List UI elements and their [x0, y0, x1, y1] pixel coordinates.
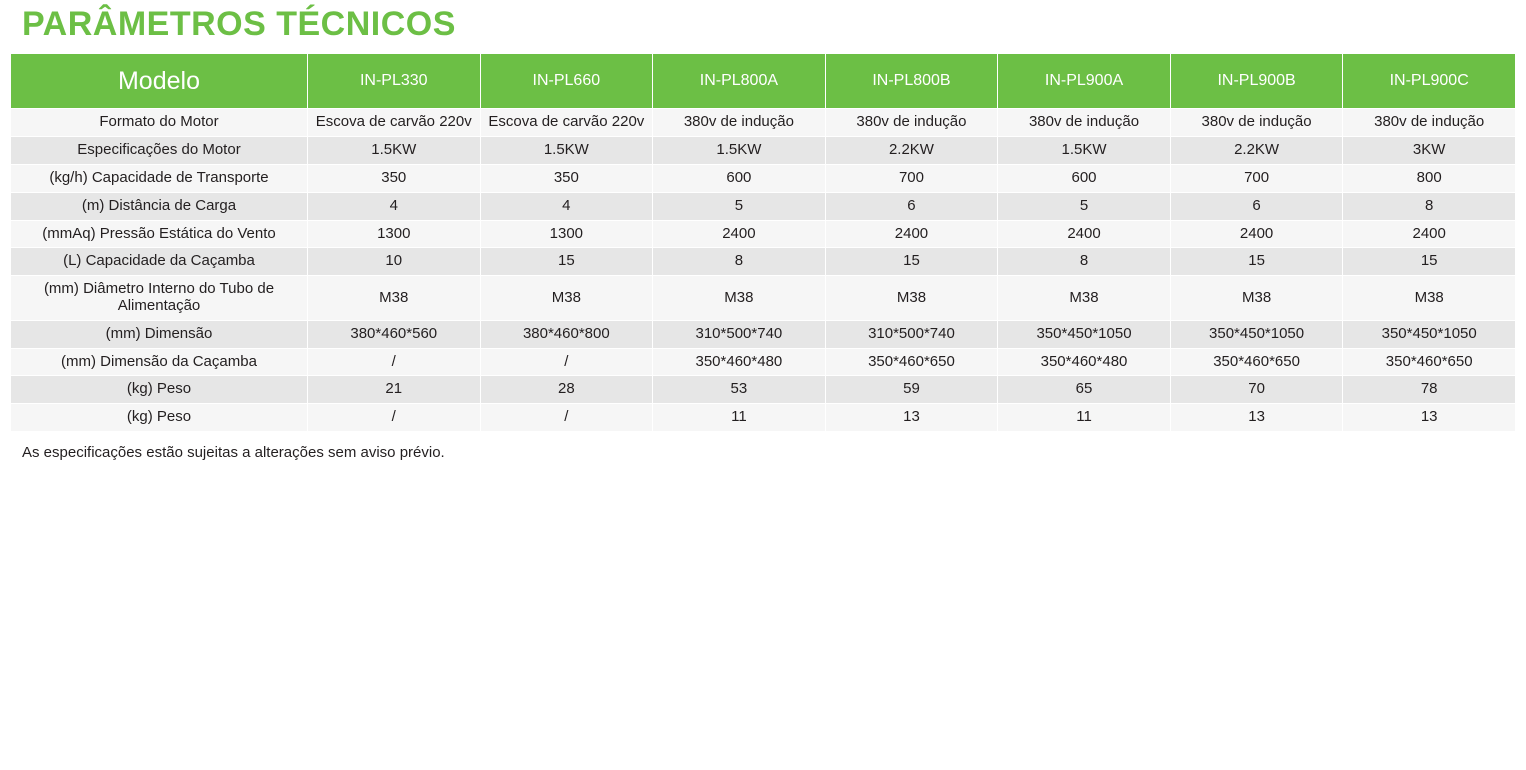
row-value: 1300: [480, 220, 653, 248]
row-value: Escova de carvão 220v: [480, 109, 653, 137]
spec-sheet-page: [0, 6, 1526, 770]
row-value: 4: [307, 192, 480, 220]
row-value: 350*460*650: [825, 348, 998, 376]
row-value: /: [307, 404, 480, 432]
row-value: M38: [653, 276, 826, 321]
row-value: 350*450*1050: [1343, 320, 1516, 348]
row-value: 380*460*560: [307, 320, 480, 348]
table-row: [11, 137, 1516, 165]
table-row: [11, 320, 1516, 348]
disclaimer-note: As especificações estão sujeitas a alterações sem aviso prévio.: [22, 443, 445, 461]
row-value: M38: [825, 276, 998, 321]
row-value: 53: [653, 376, 826, 404]
row-label: (kg) Peso: [11, 376, 308, 404]
row-value: M38: [307, 276, 480, 321]
header-cell-model-6: IN-PL900B: [1170, 54, 1343, 109]
row-value: 6: [1170, 192, 1343, 220]
row-value: 1.5KW: [998, 137, 1171, 165]
row-label: (kg/h) Capacidade de Transporte: [11, 164, 308, 192]
row-value: M38: [1343, 276, 1516, 321]
header-cell-model-4: IN-PL800B: [825, 54, 998, 109]
row-value: 5: [998, 192, 1171, 220]
row-label: (kg) Peso: [11, 404, 308, 432]
row-value: 2400: [1343, 220, 1516, 248]
row-label: Especificações do Motor: [11, 137, 308, 165]
row-value: 350*450*1050: [998, 320, 1171, 348]
table-header-row: [11, 54, 1516, 109]
table-row: [11, 404, 1516, 432]
table-row: [11, 109, 1516, 137]
row-value: 350*450*1050: [1170, 320, 1343, 348]
row-value: /: [480, 404, 653, 432]
row-value: 1.5KW: [307, 137, 480, 165]
table-row: [11, 276, 1516, 321]
row-value: 59: [825, 376, 998, 404]
row-value: 600: [653, 164, 826, 192]
row-value: 65: [998, 376, 1171, 404]
row-value: 2.2KW: [825, 137, 998, 165]
row-value: 8: [653, 248, 826, 276]
row-label: (mm) Dimensão: [11, 320, 308, 348]
table-row: [11, 192, 1516, 220]
row-value: 21: [307, 376, 480, 404]
row-value: 8: [998, 248, 1171, 276]
row-value: 5: [653, 192, 826, 220]
row-value: 15: [480, 248, 653, 276]
row-value: M38: [998, 276, 1171, 321]
row-value: 310*500*740: [825, 320, 998, 348]
row-value: 11: [998, 404, 1171, 432]
row-value: 1.5KW: [653, 137, 826, 165]
table-row: [11, 376, 1516, 404]
row-value: M38: [1170, 276, 1343, 321]
table-row: [11, 164, 1516, 192]
row-value: 350*460*650: [1170, 348, 1343, 376]
row-value: 2400: [825, 220, 998, 248]
row-value: 70: [1170, 376, 1343, 404]
row-value: 380v de indução: [998, 109, 1171, 137]
row-label: (mm) Dimensão da Caçamba: [11, 348, 308, 376]
row-value: 13: [1170, 404, 1343, 432]
row-value: 350*460*480: [998, 348, 1171, 376]
row-value: 310*500*740: [653, 320, 826, 348]
row-value: 380v de indução: [653, 109, 826, 137]
row-value: 380v de indução: [825, 109, 998, 137]
row-label: (mm) Diâmetro Interno do Tubo de Alimentação: [11, 276, 308, 321]
row-value: 11: [653, 404, 826, 432]
row-value: 2400: [998, 220, 1171, 248]
row-value: M38: [480, 276, 653, 321]
row-value: 10: [307, 248, 480, 276]
row-value: 350*460*650: [1343, 348, 1516, 376]
technical-parameters-table: [10, 53, 1516, 432]
row-value: 15: [1170, 248, 1343, 276]
row-value: 350: [307, 164, 480, 192]
row-value: 600: [998, 164, 1171, 192]
row-value: 1.5KW: [480, 137, 653, 165]
row-value: 28: [480, 376, 653, 404]
row-label: Formato do Motor: [11, 109, 308, 137]
row-value: 1300: [307, 220, 480, 248]
row-value: 15: [825, 248, 998, 276]
page-title: PARÂMETROS TÉCNICOS: [22, 5, 456, 43]
row-value: 2.2KW: [1170, 137, 1343, 165]
header-cell-model-7: IN-PL900C: [1343, 54, 1516, 109]
row-value: 350: [480, 164, 653, 192]
row-value: 800: [1343, 164, 1516, 192]
row-value: /: [480, 348, 653, 376]
row-value: 3KW: [1343, 137, 1516, 165]
row-value: 2400: [653, 220, 826, 248]
row-value: 13: [1343, 404, 1516, 432]
row-label: (L) Capacidade da Caçamba: [11, 248, 308, 276]
row-value: 700: [825, 164, 998, 192]
header-cell-model-3: IN-PL800A: [653, 54, 826, 109]
row-value: Escova de carvão 220v: [307, 109, 480, 137]
row-value: 4: [480, 192, 653, 220]
header-cell-model-1: IN-PL330: [307, 54, 480, 109]
table-row: [11, 220, 1516, 248]
row-value: 700: [1170, 164, 1343, 192]
header-cell-model: Modelo: [11, 54, 308, 109]
row-label: (m) Distância de Carga: [11, 192, 308, 220]
row-value: 380v de indução: [1170, 109, 1343, 137]
row-value: 2400: [1170, 220, 1343, 248]
header-cell-model-2: IN-PL660: [480, 54, 653, 109]
row-value: 350*460*480: [653, 348, 826, 376]
row-value: 13: [825, 404, 998, 432]
row-value: /: [307, 348, 480, 376]
table-row: [11, 348, 1516, 376]
table-row: [11, 248, 1516, 276]
row-value: 380v de indução: [1343, 109, 1516, 137]
row-value: 6: [825, 192, 998, 220]
row-value: 15: [1343, 248, 1516, 276]
row-value: 380*460*800: [480, 320, 653, 348]
row-value: 8: [1343, 192, 1516, 220]
header-cell-model-5: IN-PL900A: [998, 54, 1171, 109]
row-label: (mmAq) Pressão Estática do Vento: [11, 220, 308, 248]
row-value: 78: [1343, 376, 1516, 404]
